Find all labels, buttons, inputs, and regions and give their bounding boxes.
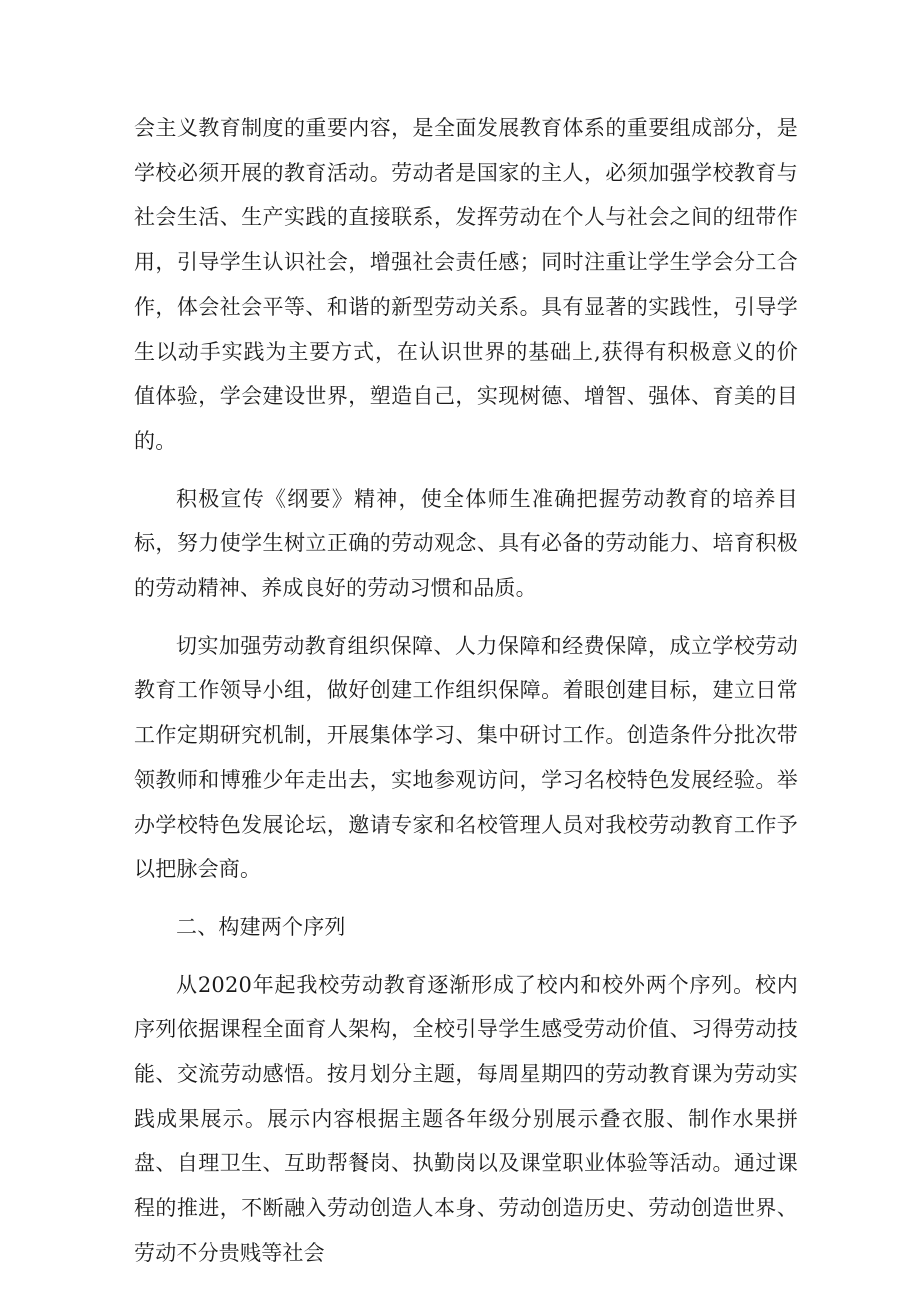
paragraph-organizational-guarantee: 切实加强劳动教育组织保障、人力保障和经费保障，成立学校劳动教育工作领导小组，做好创建工作组织保障。着眼创建目标，建立日常工作定期研究机制，开展集体学习、集中研讨工作。创造条件分批次带领教师和博雅少年走出去，实地参观访问，学习名校特色发展经验。举办学校特色发展论坛，邀请专家和名校管理人员对我校劳动教育工作予以把脉会商。 [134,633,798,882]
section-heading-two-sequences: 二、构建两个序列 [176,914,346,939]
paragraph-education-system: 会主义教育制度的重要内容，是全面发展教育体系的重要组成部分，是学校必须开展的教育活动。劳动者是国家的主人，必须加强学校教育与社会生活、生产实践的直接联系，发挥劳动在个人与社会之间的纽带作用，引导学生认识社会，增强社会责任感；同时注重让学生学会分工合作，体会社会平等、和谐的新型劳动关系。具有显著的实践性，引导学生以动手实践为主要方式，在认识世界的基础上,获得有积极意义的价值体验，学会建设世界，塑造自己，实现树德、增智、强体、育美的目的。 [134,116,798,453]
paragraph-publicize-outline: 积极宣传《纲要》精神，使全体师生准确把握劳动教育的培养目标，努力使学生树立正确的劳动观念、具有必备的劳动能力、培育积极的劳动精神、养成良好的劳动习惯和品质。 [134,486,798,601]
document-page [134,106,798,1289]
paragraph-two-sequences: 从2020年起我校劳动教育逐渐形成了校内和校外两个序列。校内序列依据课程全面育人架构，全校引导学生感受劳动价值、习得劳动技能、交流劳动感悟。按月划分主题，每周星期四的劳动教育课为劳动实践成果展示。展示内容根据主题各年级分别展示叠衣服、制作水果拼盘、自理卫生、互助帮餐岗、执勤岗以及课堂职业体验等活动。通过课程的推进，不断融入劳动创造人本身、劳动创造历史、劳动创造世界、劳动不分贵贱等社会 [134,972,798,1265]
